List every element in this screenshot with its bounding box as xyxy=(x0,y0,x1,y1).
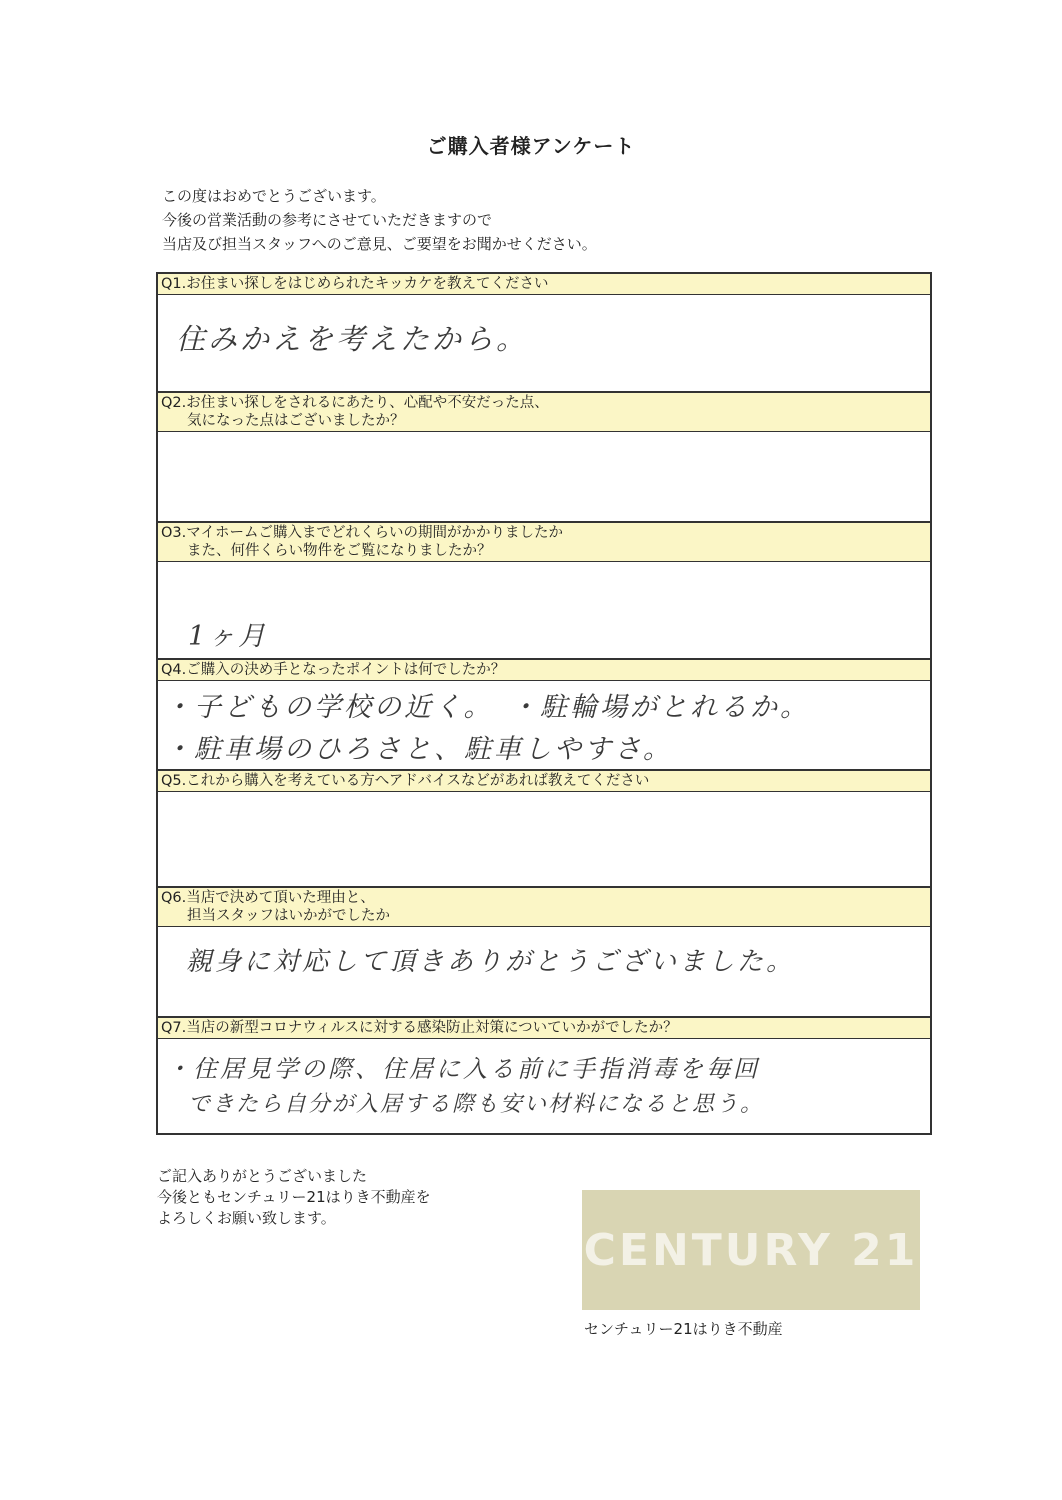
answer-4-line-1: ・子どもの学校の近く。 ・駐輪場がとれるか。 xyxy=(164,692,810,723)
answer-4-field[interactable] xyxy=(158,681,930,771)
answer-1-text: 住みかえを考えたから。 xyxy=(176,322,529,356)
intro-line: 当店及び担当スタッフへのご意見、ご要望をお聞かせください。 xyxy=(162,235,597,253)
closing-line: 今後ともセンチュリー21はりき不動産を xyxy=(157,1188,431,1206)
question-7-label: Q7.当店の新型コロナウィルスに対する感染防止対策についていかがでしたか？ xyxy=(158,1018,930,1039)
answer-3-text: 1ヶ月 xyxy=(188,621,269,652)
question-3-label: O3.マイホームご購入までどれくらいの期間がかかりましたか また、何件くらい物件をご覧になりましたか？ xyxy=(158,523,930,562)
answer-6-text: 親身に対応して頂きありがとうございました。 xyxy=(186,947,796,977)
answer-2-field[interactable] xyxy=(158,432,930,523)
closing-line: ご記入ありがとうございました xyxy=(157,1167,368,1185)
century21-logo xyxy=(582,1190,920,1310)
answer-7-line-2: できたら自分が入居する際も安い材料になると思う。 xyxy=(188,1092,765,1117)
closing-message xyxy=(157,1166,431,1229)
intro-line: 今後の営業活動の参考にさせていただきますので xyxy=(162,211,493,229)
closing-line: よろしくお願い致します。 xyxy=(157,1209,336,1227)
answer-3-field[interactable] xyxy=(158,562,930,660)
question-5-label: Q5.これから購入を考えている方へアドバイスなどがあれば教えてください xyxy=(158,771,930,792)
logo-text: CENTURY 21 xyxy=(583,1224,919,1276)
answer-7-line-1: ・住居見学の際、住居に入る前に手指消毒を毎回 xyxy=(166,1055,760,1083)
question-1-label: Q1.お住まい探しをはじめられたキッカケを教えてください xyxy=(158,274,930,295)
question-6-label: Q6.当店で決めて頂いた理由と、 担当スタッフはいかがでしたか xyxy=(158,888,930,927)
answer-5-field[interactable] xyxy=(158,792,930,888)
question-2-label: Q2.お住まい探しをされるにあたり、心配や不安だった点、 気になった点はございましたか？ xyxy=(158,393,930,432)
answer-6-field[interactable] xyxy=(158,927,930,1018)
page-title: ご購入者様アンケート xyxy=(426,134,636,158)
answer-1-field[interactable] xyxy=(158,295,930,393)
answer-4-line-2: ・駐車場のひろさと、駐車しやすさ。 xyxy=(164,734,673,765)
company-name: センチュリー21はりき不動産 xyxy=(584,1320,783,1338)
intro-text xyxy=(162,184,597,256)
survey-form xyxy=(156,272,932,1135)
answer-7-field[interactable] xyxy=(158,1039,930,1133)
intro-line: この度はおめでとうございます。 xyxy=(162,187,386,205)
question-4-label: Q4.ご購入の決め手となったポイントは何でしたか？ xyxy=(158,660,930,681)
